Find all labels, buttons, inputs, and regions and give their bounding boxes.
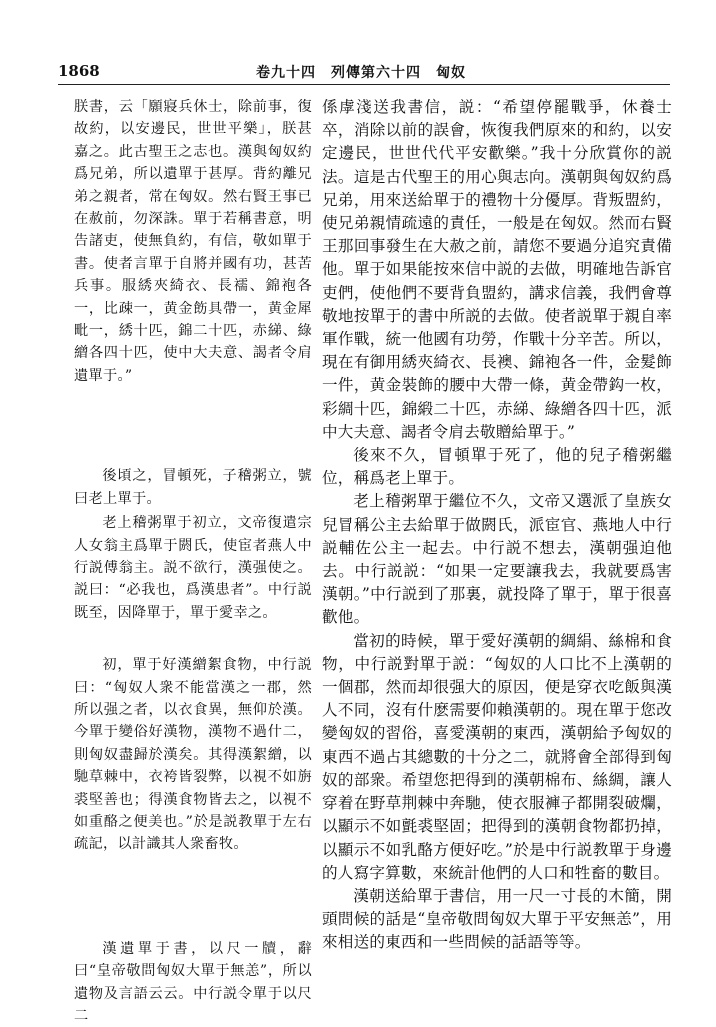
right-paragraph-4: 當初的時候，單于愛好漢朝的綢絹、絲棉和食物，中行説對單于説：“匈奴的人口比不上漢朝的一個郡，然而却很强大的原因，便是穿衣吃飯與漢人不同，沒有什麽需要仰賴漢朝的。現在單于您改變匈奴的習俗，喜愛漢朝的東西，漢朝給予匈奴的東西不過占其總數的十分之二，就將會全部得到匈奴的部衆。希望您把得到的漢朝棉布、絲綢，讓人穿着在野草荆棘中奔馳，使衣服褲子都開裂破爛，以顯示不如氈裘堅固；把得到的漢朝食物都扔掉，以顯示不如乳酪方便好吃。”於是中行説教單于身邊的人寫字算數，來統計他們的人口和牲畜的數目。 — [322, 631, 672, 882]
page-number: 1868 — [58, 62, 100, 80]
header-rule — [58, 84, 670, 85]
right-paragraph-1: 係虖淺送我書信，説：“希望停罷戰爭，休養士卒，消除以前的誤會，恢復我們原來的和約，以安定邊民，世世代代平安歡樂。”我十分欣賞你的説法。這是古代聖王的用心與志向。漢朝與匈奴約爲兄弟，用來送給單于的禮物十分優厚。背叛盟約，使兄弟親情疏遠的責任，一般是在匈奴。然而右賢王那回事發生在大赦之前，請您不要過分追究責備他。單于如果能按來信中説的去做，明確地告訴官吏們，使他們不要背負盟約，講求信義，我們會尊敬地按單于的書中所説的去做。使者説單于親自率軍作戰，統一他國有功勞，作戰十分辛苦。所以，現在有御用綉夾綺衣、長襖、錦袍各一件，金髮飾一件，黄金裝飾的腰中大帶一條，黄金帶鈎一枚，彩綢十匹，錦緞二十匹，赤綈、綠繒各四十匹，派中大夫意、謁者令肩去敬贈給單于。” — [322, 98, 672, 441]
right-paragraph-5: 漢朝送給單于書信，用一尺一寸長的木簡，開頭問候的話是“皇帝敬問匈奴大單于平安無恙”，用來相送的東西和一些問候的話語等等。 — [322, 886, 672, 952]
left-column-original-text — [74, 96, 312, 1027]
left-paragraph-3: 老上稽粥單于初立，文帝復遣宗人女翁主爲單于閼氏，使宦者燕人中行説傅翁主。説不欲行，漢强使之。説曰：“必我也，爲漢患者”。中行説既至，因降單于，單于愛幸之。 — [74, 515, 312, 621]
running-title: 卷九十四 列傳第六十四 匈奴 — [256, 65, 466, 81]
left-paragraph-2: 後頃之，冒頓死，子稽粥立，號曰老上單于。 — [74, 468, 312, 507]
right-paragraph-3: 老上稽粥單于繼位不久，文帝又選派了皇族女兒冒稱公主去給單于做閼氏，派宦官、燕地人中行説輔佐公主一起去。中行説不想去，漢朝强迫他去。中行説説：“如果一定要讓我去，我就要爲害漢朝。”中行説到了那裏，就投降了單于，單于很喜歡他。 — [322, 492, 672, 627]
right-column-translation — [322, 96, 672, 955]
left-paragraph-1: 朕書，云「願寢兵休士，除前事，復故約，以安邊民，世世平樂」，朕甚嘉之。此古聖王之志也。漢與匈奴約爲兄弟，所以遺單于甚厚。背約離兄弟之親者，常在匈奴。然右賢王事已在赦前，勿深誅。單于若稱書意，明告諸吏，使無負約，有信，敬如單于書。使者言單于自將并國有功，甚苦兵事。服綉夾綺衣、長襦、錦袍各一，比疎一，黄金飭具帶一，黄金犀毗一，綉十匹，錦二十匹，赤綈、綠繒各四十匹，使中大夫意、謁者令肩遺單于。” — [74, 99, 312, 384]
left-paragraph-5: 漢遺單于書，以尺一牘，辭曰“皇帝敬問匈奴大單于無恙”，所以遺物及言語云云。中行説令單于以尺二 — [74, 940, 312, 1024]
right-paragraph-2: 後來不久，冒頓單于死了，他的兒子稽粥繼位，稱爲老上單于。 — [322, 446, 672, 488]
left-paragraph-4: 初，單于好漢繒絮食物，中行説曰：“匈奴人衆不能當漢之一郡，然所以强之者，以衣食異，無仰於漢。今單于變俗好漢物，漢物不過什二，則匈奴盡歸於漢矣。其得漢絮繒，以馳草棘中，衣袴皆裂弊，以視不如旃裘堅善也；得漢食物皆去之，以視不如重酪之便美也。”於是説教單于左右疏記，以計識其人衆畜牧。 — [74, 657, 312, 853]
